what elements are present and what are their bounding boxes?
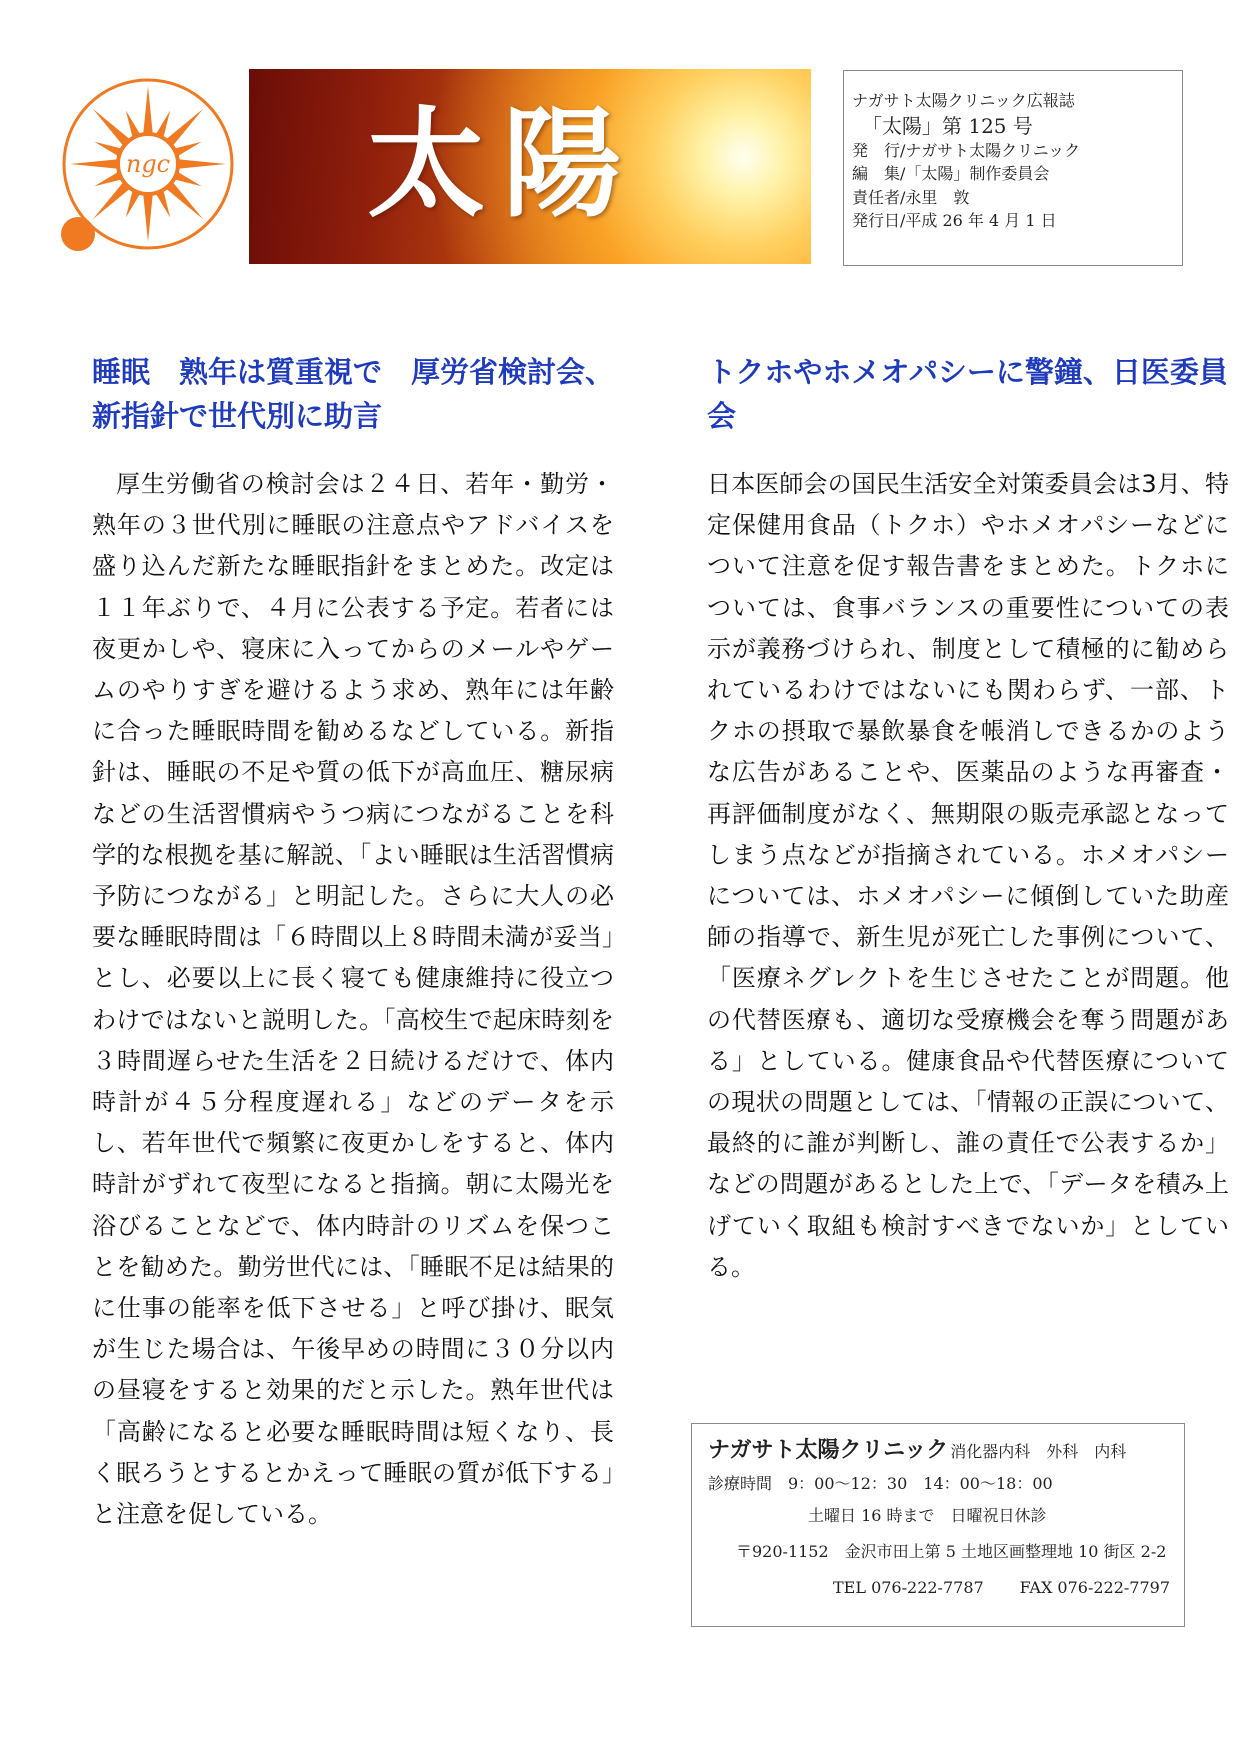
logo-sun-ray bbox=[143, 86, 153, 134]
logo-sun-ray bbox=[70, 159, 118, 169]
responsible-person-line: 責任者/永里 敦 bbox=[852, 187, 970, 207]
issue-number: 「太陽」第 125 号 bbox=[862, 113, 1033, 138]
article-body: 日本医師会の国民生活安全対策委員会は3月、特定保健用食品（トクホ）やホメオパシーなどについて注意を促す報告書をまとめた。トクホについては、食事バランスの重要性についての表示が義務づけられ、制度として積極的に勧められているわけではないにも関わらず、一部、トクホの摂取で暴飲暴食を帳消しできるかのような広告があることや、医薬品のような再審査・再評価制度がなく、無期限の販売承認となってしまう点などが指摘されている。ホメオパシーについては、ホメオパシーに傾倒していた助産師の指導で、新生児が死亡した事例について、「医療ネグレクトを生じさせたことが問題。他の代替医療も、適切な受療機会を奪う問題がある」としている。健康食品や代替医療についての現状の問題としては、「情報の正誤について、最終的に誰が判断し、誰の責任で公表するか」などの問題があるとした上で、「データを積み上げていく取組も検討すべきでないか」としている。 bbox=[707, 470, 1229, 1281]
editor-line: 編 集/「太陽」制作委員会 bbox=[852, 164, 1050, 183]
clinic-address: 〒920-1152 金沢市田上第 5 土地区画整理地 10 街区 2-2 bbox=[736, 1542, 1167, 1561]
clinic-fax: FAX 076-222-7797 bbox=[1019, 1578, 1171, 1597]
logo-sun-ray bbox=[93, 182, 131, 220]
article-tokuho-homeopathy bbox=[707, 350, 1229, 1288]
clinic-hours: 診療時間 9：00～12：30 14：00～18：00 bbox=[708, 1474, 1053, 1493]
logo-sun-ray bbox=[93, 109, 131, 147]
publication-name: ナガサト太陽クリニック広報誌 bbox=[852, 91, 1075, 110]
logo-sun-ray bbox=[166, 182, 204, 220]
title-banner bbox=[249, 69, 811, 264]
publisher-line: 発 行/ナガサト太陽クリニック bbox=[852, 140, 1081, 160]
article-sleep-guidelines bbox=[92, 350, 614, 1535]
clinic-departments: 消化器内科 外科 内科 bbox=[950, 1442, 1127, 1461]
clinic-saturday-note: 土曜日 16 時まで 日曜祝日休診 bbox=[808, 1506, 1047, 1525]
clinic-name: ナガサト太陽クリニック bbox=[708, 1438, 949, 1463]
logo-sun-ray bbox=[143, 194, 153, 242]
newsletter-title: 太陽 bbox=[367, 94, 640, 233]
article-headline: トクホやホメオパシーに警鐘、日医委員会 bbox=[707, 355, 1228, 433]
issue-date-line: 発行日/平成 26 年 4 月 1 日 bbox=[852, 211, 1057, 230]
logo-text: ngc bbox=[125, 150, 171, 178]
logo-sun-ray bbox=[178, 159, 226, 169]
clinic-logo bbox=[48, 72, 238, 262]
clinic-tel: TEL 076-222-7787 bbox=[833, 1578, 984, 1597]
publication-info-box bbox=[843, 70, 1183, 266]
article-body: 厚生労働省の検討会は２４日、若年・勤労・熟年の３世代別に睡眠の注意点やアドバイスを盛り込んだ新たな睡眠指針をまとめた。改定は１１年ぶりで、４月に公表する予定。若者には夜更かしや、寝床に入ってからのメールやゲームのやりすぎを避けるよう求め、熟年には年齢に合った睡眠時間を勧めるなどしている。新指針は、睡眠の不足や質の低下が高血圧、糖尿病などの生活習慣病やうつ病につながることを科学的な根拠を基に解説、「よい睡眠は生活習慣病予防につながる」と明記した。さらに大人の必要な睡眠時間は「６時間以上８時間未満が妥当」とし、必要以上に長く寝ても健康維持に役立つわけではないと説明した。「高校生で起床時刻を３時間遅らせた生活を２日続けるだけで、体内時計が４５分程度遅れる」などのデータを示し、若年世代で頻繁に夜更かしをすると、体内時計がずれて夜型になると指摘。朝に太陽光を浴びることなどで、体内時計のリズムを保つことを勧めた。勤労世代には、「睡眠不足は結果的に仕事の能率を低下させる」と呼び掛け、眠気が生じた場合は、午後早めの時間に３０分以内の昼寝をすると効果的だと示した。熟年世代は「高齢になると必要な睡眠時間は短くなり、長く眠ろうとするとかえって睡眠の質が低下する」と注意を促している。 bbox=[92, 470, 614, 1529]
logo-sun-ray bbox=[166, 109, 204, 147]
article-headline: 睡眠 熟年は質重視で 厚労省検討会、新指針で世代別に助言 bbox=[92, 355, 615, 433]
clinic-info-box bbox=[691, 1423, 1185, 1627]
